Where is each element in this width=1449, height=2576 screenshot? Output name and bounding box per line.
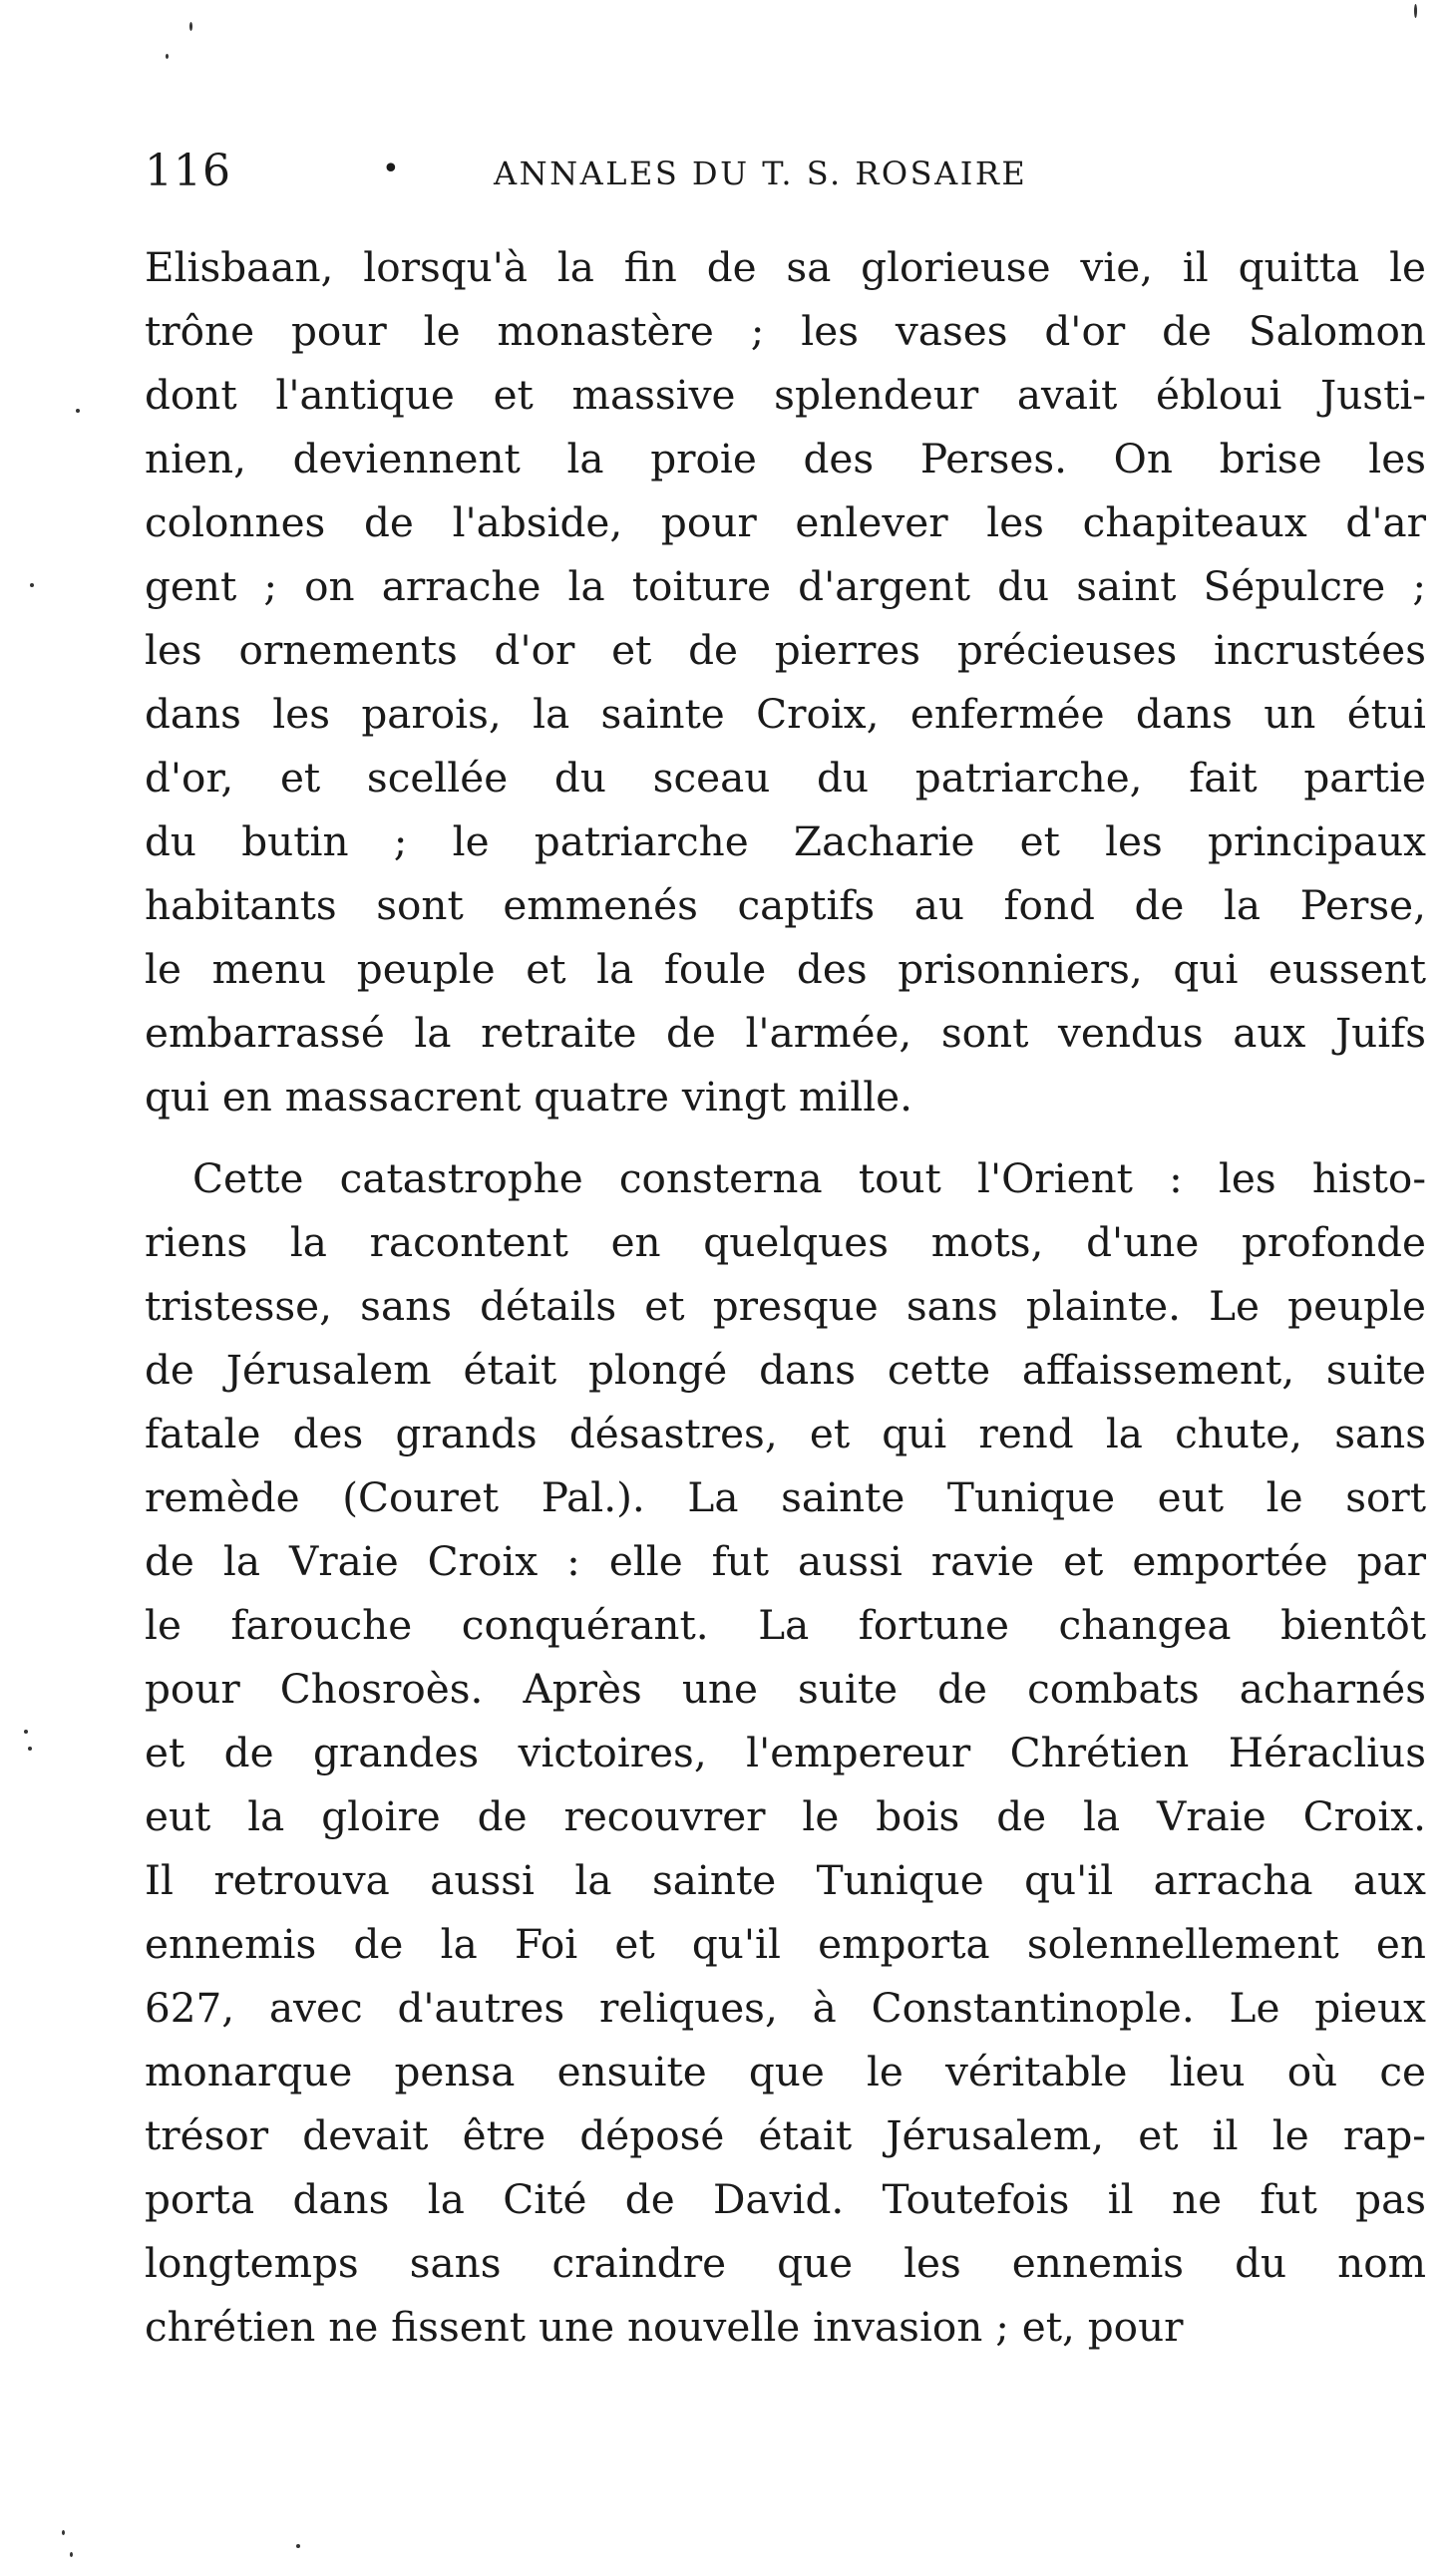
text-line: dans les parois, la sainte Croix, enfermée dans un étui [145, 690, 1426, 738]
text-line: et de grandes victoires, l'empereur Chrétien Héraclius [145, 1729, 1426, 1776]
text-line: dont l'antique et massive splendeur avait ébloui Justi- [145, 371, 1426, 419]
body-text [145, 235, 1426, 2359]
text-line: riens la racontent en quelques mots, d'une profonde [145, 1218, 1426, 1266]
running-title: ANNALES DU T. S. ROSAIRE [494, 155, 1028, 192]
text-line: les ornements d'or et de pierres précieuses incrustées [145, 626, 1426, 674]
speck [24, 1730, 28, 1734]
text-line: nien, deviennent la proie des Perses. On brise les [145, 435, 1426, 483]
text-line: de la Vraie Croix : elle fut aussi ravie et emportée par [145, 1537, 1426, 1585]
text-line: le menu peuple et la foule des prisonniers, qui eussent [145, 945, 1426, 993]
text-line: le farouche conquérant. La fortune changea bientôt [145, 1601, 1426, 1649]
running-header [145, 142, 1102, 201]
text-line: tristesse, sans détails et presque sans plainte. Le peuple [145, 1282, 1426, 1330]
paragraph-2 [145, 1146, 1426, 2359]
speck [30, 583, 34, 587]
text-line: longtemps sans craindre que les ennemis du nom [145, 2239, 1426, 2287]
paragraph-1 [145, 235, 1426, 1128]
text-line: pour Chosroès. Après une suite de combats acharnés [145, 1665, 1426, 1713]
text-line: habitants sont emmenés captifs au fond de la Perse, [145, 881, 1426, 929]
text-line: fatale des grands désastres, et qui rend la chute, sans [145, 1410, 1426, 1457]
text-line: gent ; on arrache la toiture d'argent du saint Sépulcre ; [145, 562, 1426, 610]
speck [1414, 4, 1417, 18]
speck [70, 2552, 73, 2557]
speck [189, 22, 192, 31]
text-line: Il retrouva aussi la sainte Tunique qu'il arracha aux [145, 1856, 1426, 1904]
text-line: d'or, et scellée du sceau du patriarche, fait partie [145, 754, 1426, 802]
text-line: ennemis de la Foi et qu'il emporta solennellement en [145, 1920, 1426, 1968]
speck [296, 2544, 300, 2548]
text-line: monarque pensa ensuite que le véritable lieu où ce [145, 2048, 1426, 2095]
text-line: Elisbaan, lorsqu'à la fin de sa glorieuse vie, il quitta le [145, 243, 1426, 291]
text-line: embarrassé la retraite de l'armée, sont vendus aux Juifs [145, 1009, 1426, 1057]
header-separator-dot: • [382, 152, 400, 186]
text-line: chrétien ne fissent une nouvelle invasion ; et, pour [145, 2303, 1184, 2351]
speck [28, 1747, 32, 1751]
text-line: trône pour le monastère ; les vases d'or de Salomon [145, 307, 1426, 355]
text-line: colonnes de l'abside, pour enlever les chapiteaux d'ar [145, 498, 1426, 546]
text-line: de Jérusalem était plongé dans cette affaissement, suite [145, 1346, 1426, 1394]
text-line: 627, avec d'autres reliques, à Constantinople. Le pieux [145, 1984, 1426, 2032]
speck [76, 409, 80, 413]
text-line: qui en massacrent quatre vingt mille. [145, 1073, 912, 1121]
page-number: 116 [145, 146, 231, 196]
text-line: porta dans la Cité de David. Toutefois il ne fut pas [145, 2175, 1426, 2223]
text-line: du butin ; le patriarche Zacharie et les principaux [145, 817, 1426, 865]
speck [166, 54, 169, 59]
text-line: remède (Couret Pal.). La sainte Tunique eut le sort [145, 1473, 1426, 1521]
text-line: eut la gloire de recouvrer le bois de la Vraie Croix. [145, 1792, 1426, 1840]
speck [62, 2530, 65, 2535]
text-line: trésor devait être déposé était Jérusalem, et il le rap- [145, 2111, 1426, 2159]
text-line: Cette catastrophe consterna tout l'Orient : les histo- [192, 1154, 1426, 1202]
